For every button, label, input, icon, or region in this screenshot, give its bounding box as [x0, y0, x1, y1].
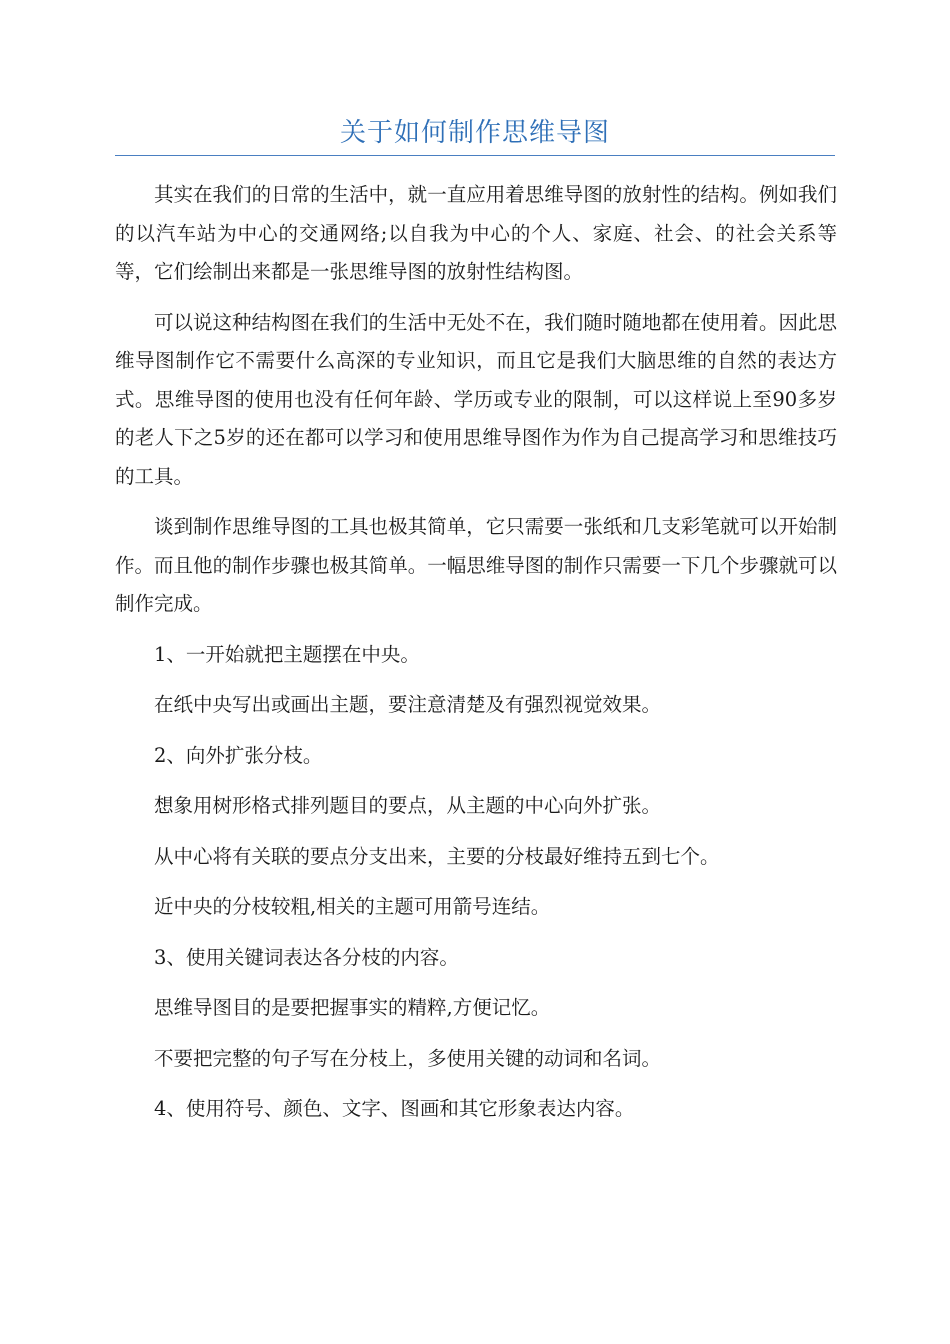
- step-2-heading: 2、向外扩张分枝。: [154, 743, 323, 767]
- step-2-detail-3: 近中央的分枝较粗,相关的主题可用箭号连结。: [154, 895, 551, 918]
- step-4-heading: 4、使用符号、颜色、文字、图画和其它形象表达内容。: [154, 1097, 635, 1120]
- paragraph-2: 可以说这种结构图在我们的生活中无处不在，我们随时随地都在使用着。因此思维导图制作它不需要什么高深的专业知识，而且它是我们大脑思维的自然的表达方式。思维导图的使用也没有任何年龄、学历或专业的限制，可以这样说上至90多岁的老人下之5岁的还在都可以学习和使用思维导图作为作为自己提高学习和思维技巧的工具。: [115, 310, 837, 488]
- step-3-detail-2: 不要把完整的句子写在分枝上，多使用关键的动词和名词。: [154, 1046, 662, 1070]
- step-2-detail-2: 从中心将有关联的要点分支出来，主要的分枝最好维持五到七个。: [154, 844, 720, 868]
- paragraph-1: 其实在我们的日常的生活中，就一直应用着思维导图的放射性的结构。例如我们的以汽车站为中心的交通网络;以自我为中心的个人、家庭、社会、的社会关系等等，它们绘制出来都是一张思维导图的放射性结构图。: [115, 183, 837, 283]
- paragraph-3: 谈到制作思维导图的工具也极其简单，它只需要一张纸和几支彩笔就可以开始制作。而且他的制作步骤也极其简单。一幅思维导图的制作只需要一下几个步骤就可以制作完成。: [115, 515, 837, 615]
- document-body: [115, 176, 837, 1141]
- document-title: 关于如何制作思维导图: [339, 118, 610, 148]
- step-2-detail-1: 想象用树形格式排列题目的要点，从主题的中心向外扩张。: [154, 794, 662, 817]
- step-1-detail-1: 在纸中央写出或画出主题，要注意清楚及有强烈视觉效果。: [154, 693, 662, 716]
- step-3-detail-1: 思维导图目的是要把握事实的精粹,方便记忆。: [154, 996, 551, 1019]
- title-underline: [115, 155, 835, 156]
- step-1-heading: 1、一开始就把主题摆在中央。: [154, 642, 420, 666]
- step-3-heading: 3、使用关键词表达各分枝的内容。: [154, 945, 459, 969]
